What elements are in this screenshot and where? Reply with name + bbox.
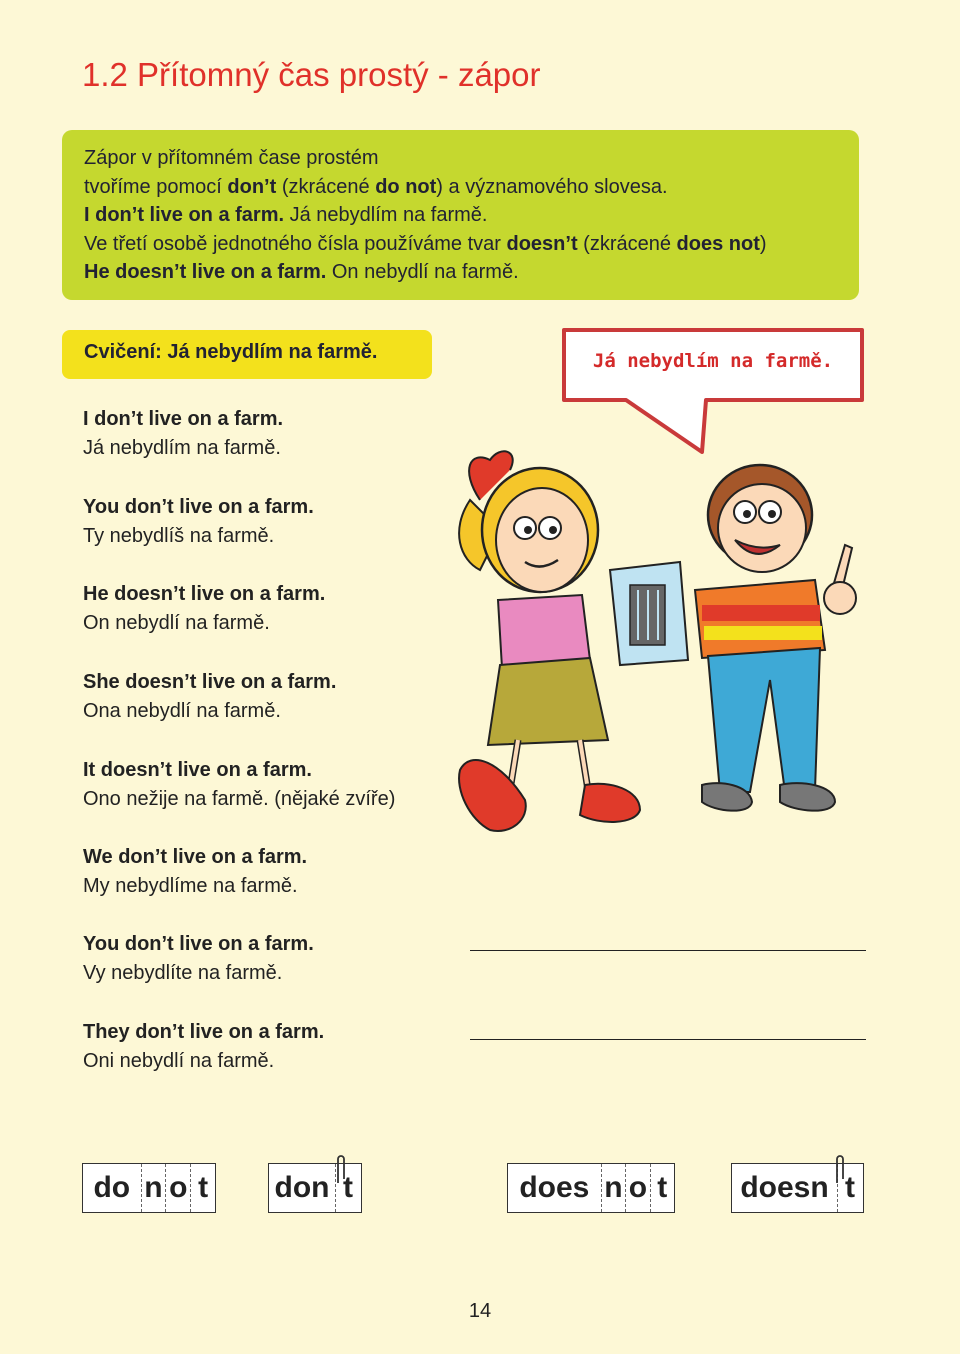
sentence-english: They don’t live on a farm.: [83, 1021, 325, 1043]
page-number: 14: [468, 1300, 492, 1322]
kids-illustration-icon: [440, 440, 880, 850]
sentence-english: I don’t live on a farm.: [83, 408, 284, 430]
sentence-czech: Ona nebydlí na farmě.: [83, 700, 281, 722]
card-cell: t: [190, 1164, 215, 1212]
explanation-line-4: Ve třetí osobě jednotného čísla používáme tvar doesn’t (zkrácené does not): [84, 232, 767, 255]
speech-bubble-text: Já nebydlím na farmě.: [592, 350, 834, 372]
sentence-pair-8: [83, 1018, 324, 1076]
apostrophe-clip-icon: [335, 1153, 347, 1185]
sentence-czech: Vy nebydlíte na farmě.: [83, 962, 283, 984]
sentence-pair-7: [83, 930, 314, 988]
explanation-line-1: Zápor v přítomném čase prostém: [84, 147, 379, 169]
card-cell: t: [837, 1164, 862, 1212]
answer-line-2[interactable]: [470, 1039, 866, 1040]
card-cell: o: [165, 1164, 190, 1212]
sentence-pair-3: [83, 580, 325, 638]
sentence-czech: On nebydlí na farmě.: [83, 612, 270, 634]
answer-line-1[interactable]: [470, 950, 866, 951]
explanation-line-3: I don’t live on a farm. Já nebydlím na farmě.: [84, 204, 488, 226]
word-card-does-not: [507, 1163, 675, 1213]
sentence-english: You don’t live on a farm.: [83, 933, 314, 955]
sentence-czech: My nebydlíme na farmě.: [83, 875, 298, 897]
sentence-english: It doesn’t live on a farm.: [83, 759, 312, 781]
sentence-czech: Ty nebydlíš na farmě.: [83, 525, 275, 547]
sentence-english: He doesn’t live on a farm.: [83, 583, 326, 605]
explanation-line-5: He doesn’t live on a farm. On nebydlí na farmě.: [84, 261, 519, 283]
building-picture-icon: [610, 562, 688, 665]
sentence-pair-6: [83, 843, 307, 901]
sentence-pair-2: [83, 493, 314, 551]
exercise-label: Cvičení: Já nebydlím na farmě.: [62, 330, 432, 379]
apostrophe-clip-icon: [834, 1153, 846, 1185]
page-title: 1.2 Přítomný čas prostý - zápor: [82, 56, 541, 93]
sentence-pair-1: [83, 405, 283, 463]
word-card-do-not: [82, 1163, 216, 1213]
sentence-pair-4: [83, 668, 336, 726]
sentence-english: You don’t live on a farm.: [83, 496, 314, 518]
sentence-czech: Oni nebydlí na farmě.: [83, 1050, 275, 1072]
card-cell: doesn: [740, 1171, 829, 1204]
card-cell: n: [601, 1164, 625, 1212]
boy-icon: [695, 465, 856, 811]
grammar-explanation-box: [62, 130, 859, 300]
card-cell: n: [141, 1164, 166, 1212]
sentence-czech: Já nebydlím na farmě.: [83, 437, 281, 459]
sentence-english: We don’t live on a farm.: [83, 846, 308, 868]
card-cell: does: [519, 1171, 590, 1204]
card-cell: o: [625, 1164, 649, 1212]
explanation-line-2: tvoříme pomocí don’t (zkrácené do not) a významového slovesa.: [84, 175, 668, 198]
sentence-czech: Ono nežije na farmě. (nějaké zvíře): [83, 788, 396, 810]
word-card-dont: [268, 1163, 362, 1213]
sentence-english: She doesn’t live on a farm.: [83, 671, 337, 693]
sentence-pair-5: [83, 756, 395, 814]
card-cell: t: [335, 1164, 360, 1212]
card-cell: do: [93, 1171, 131, 1204]
girl-icon: [459, 451, 640, 831]
card-cell: t: [650, 1164, 674, 1212]
card-cell: don: [274, 1171, 330, 1204]
